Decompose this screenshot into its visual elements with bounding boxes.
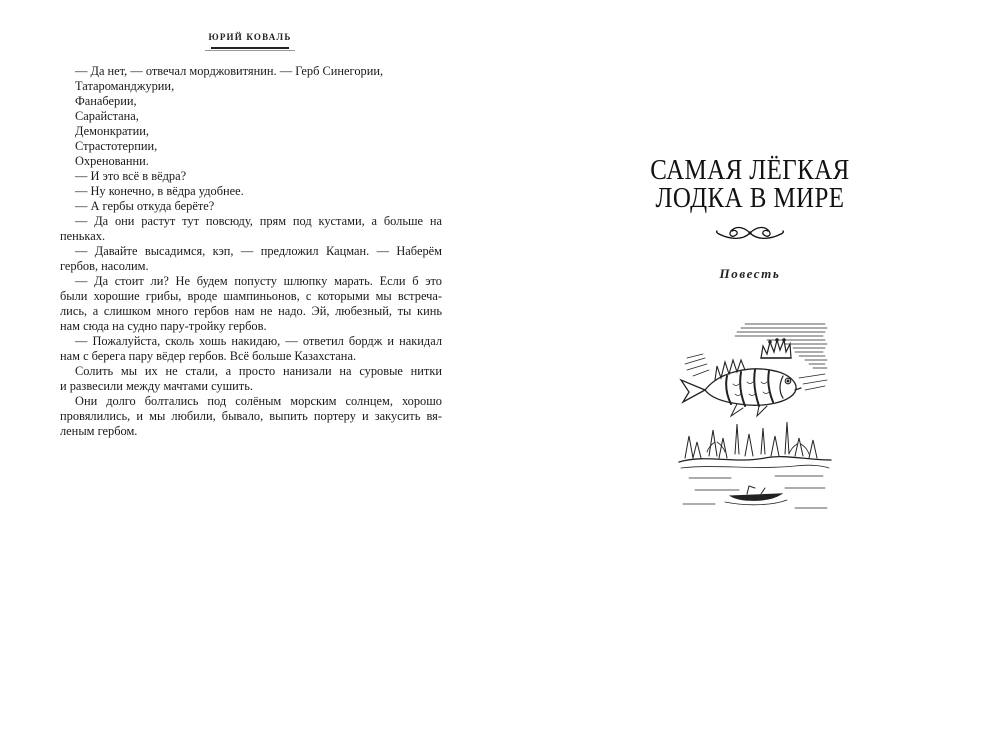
body-text-line: — Да нет, — отвечал морджовитянин. — Герб Синегории, xyxy=(75,64,384,78)
body-text-line: — Ну конечно, в вёдра удобнее. xyxy=(75,184,244,198)
body-text-line: — Пожалуйста, сколь хошь накидаю, — ответил бордж и накидал xyxy=(75,334,442,348)
body-text-line: леным гербом. xyxy=(60,424,138,438)
body-text-line: — И это всё в вёдра? xyxy=(75,169,187,183)
body-text-line: были хорошие грибы, вроде шампиньонов, с которыми мы встреча- xyxy=(60,289,442,303)
body-text-line: Они долго болтались под солёным морским солнцем, хорошо xyxy=(75,394,442,408)
body-text-line: — Давайте высадимся, кэп, — предложил Кацман. — Наберём xyxy=(75,244,442,258)
body-text-line: — Да они растут тут повсюду, прям под кустами, а больше на xyxy=(75,214,442,228)
story-title xyxy=(600,156,900,212)
body-text-line: гербов, насолим. xyxy=(60,259,149,273)
body-text-line: — Да стоит ли? Не будем попусту шлюпку марать. Если б это xyxy=(75,274,442,288)
crowned-fish-and-boat-illustration-icon xyxy=(675,318,835,518)
body-text-line: нам с берега пару вёдер гербов. Всё больше Казахстана. xyxy=(60,349,357,363)
running-head-author: ЮРИЙ КОВАЛЬ xyxy=(208,32,292,42)
body-text-line: Демонкратии, xyxy=(75,124,149,138)
body-text-line: Солить мы их не стали, а просто нанизали на суровые нитки xyxy=(75,364,442,378)
body-text-line: Сарайстана, xyxy=(75,109,139,123)
body-text-line: Страстотерпии, xyxy=(75,139,158,153)
story-title-line-1: САМАЯ ЛЁГКАЯ xyxy=(650,154,850,186)
body-text-line: Фанаберии, xyxy=(75,94,137,108)
story-subtitle: Повесть xyxy=(719,266,781,281)
running-head-rule xyxy=(211,46,289,50)
story-title-line-2: ЛОДКА В МИРЕ xyxy=(655,182,845,214)
body-text xyxy=(60,64,442,439)
body-text-line: провялились, и мы любили, бывало, выпить портеру и закусить вя- xyxy=(60,409,442,423)
body-text-line: пеньках. xyxy=(60,229,106,243)
flourish-ornament-icon xyxy=(715,222,785,244)
body-text-line: и развесили между мачтами сушить. xyxy=(60,379,253,393)
body-text-line: — А гербы откуда берёте? xyxy=(75,199,215,213)
right-page xyxy=(500,0,1000,750)
body-text-line: Татароманджурии, xyxy=(75,79,175,93)
running-head xyxy=(195,32,305,50)
body-text-line: Охренованни. xyxy=(75,154,149,168)
body-text-line: нам сюда на судно пару-тройку гербов. xyxy=(60,319,267,333)
body-text-line: лись, а слишком много гербов нам не надо. Эй, любезный, ты кинь xyxy=(60,304,442,318)
